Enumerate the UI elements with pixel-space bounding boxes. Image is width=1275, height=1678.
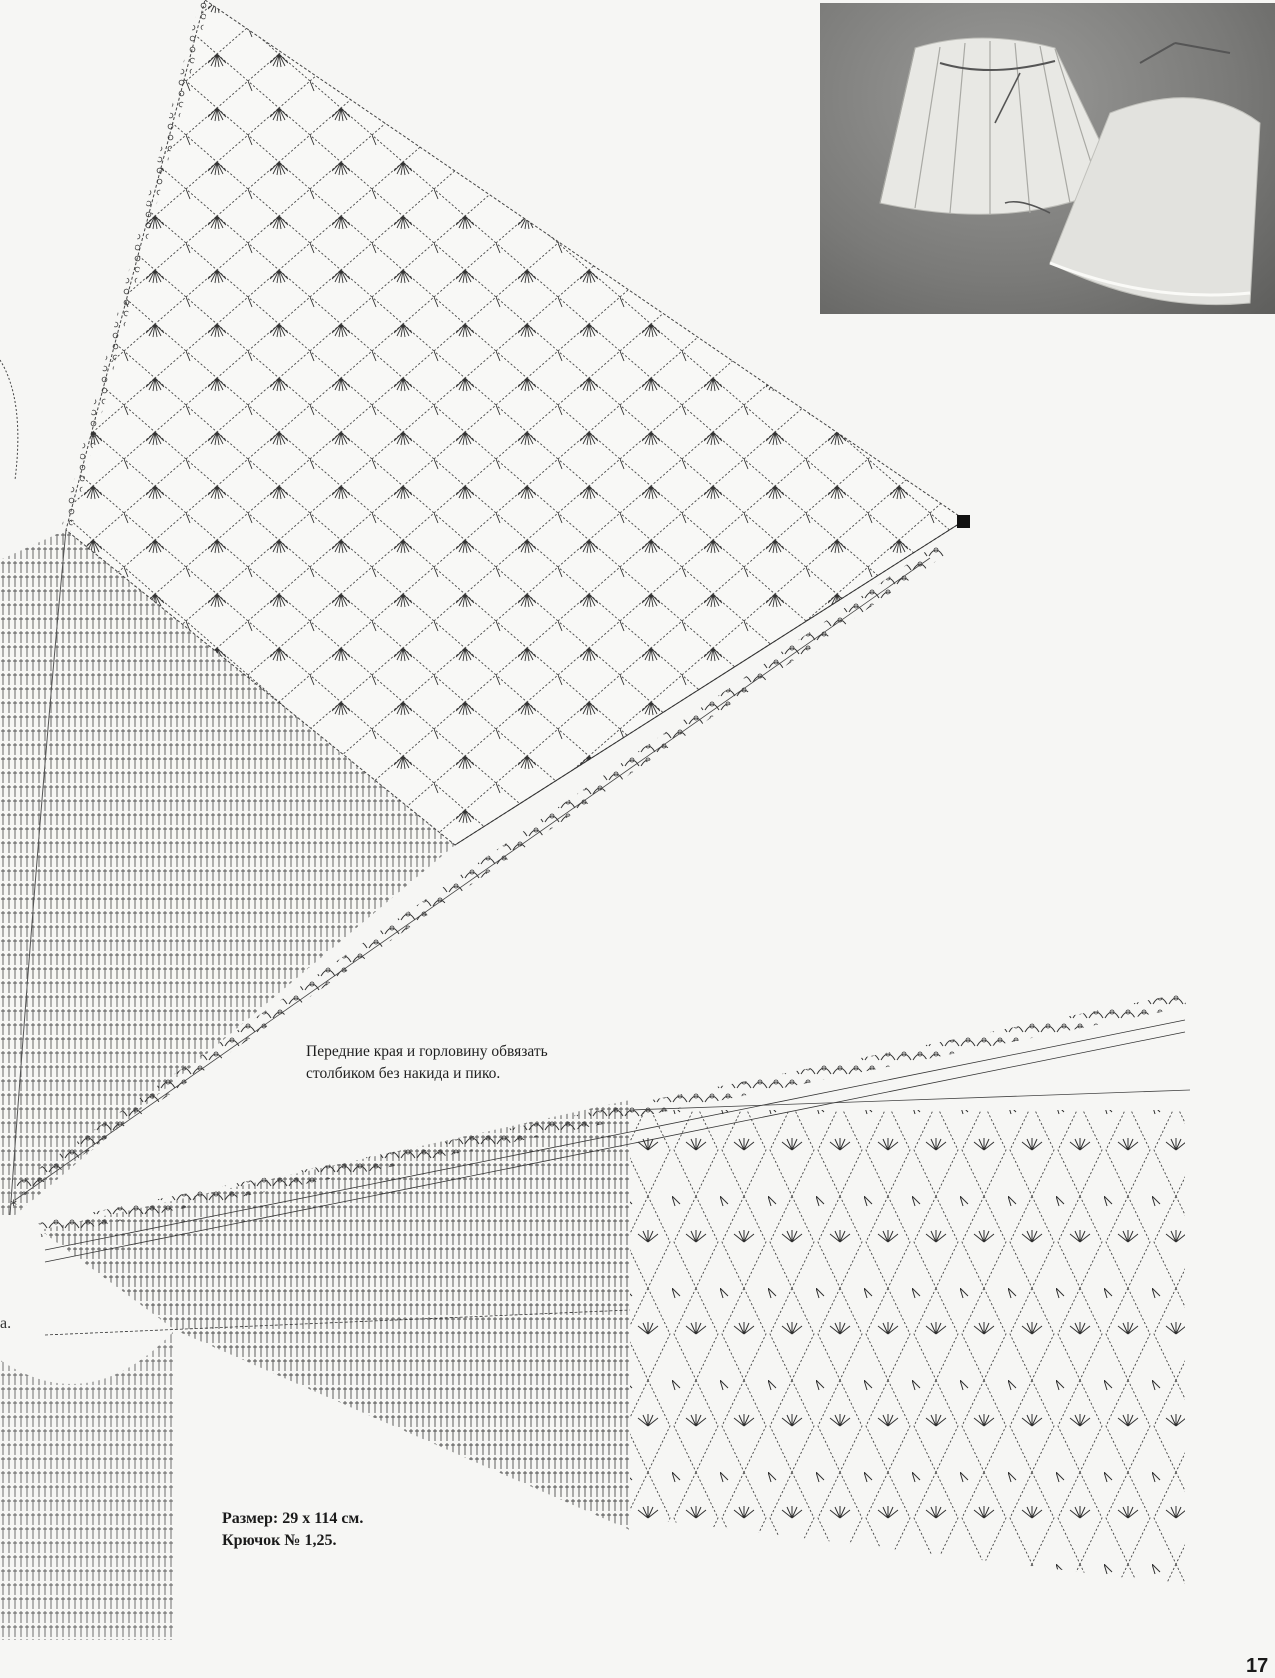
cut-off-text: а. [0,1315,12,1332]
lower-lace-diamonds [630,1090,1190,1670]
specs-block [222,1508,363,1552]
page-number: 17 [1246,1655,1269,1677]
hook-label: Крючок № 1,25. [222,1532,337,1549]
size-label: Размер: 29 х 114 см. [222,1510,364,1527]
collar-photo-image [820,3,1275,314]
instruction-note [306,1041,636,1085]
start-square-icon [957,515,970,528]
product-photo [820,3,1275,314]
note-line-2: столбиком без накида и пико. [306,1065,501,1082]
note-line-1: Передние края и горловину обвязать [306,1043,548,1060]
asterisk-icon: * [10,1198,17,1214]
